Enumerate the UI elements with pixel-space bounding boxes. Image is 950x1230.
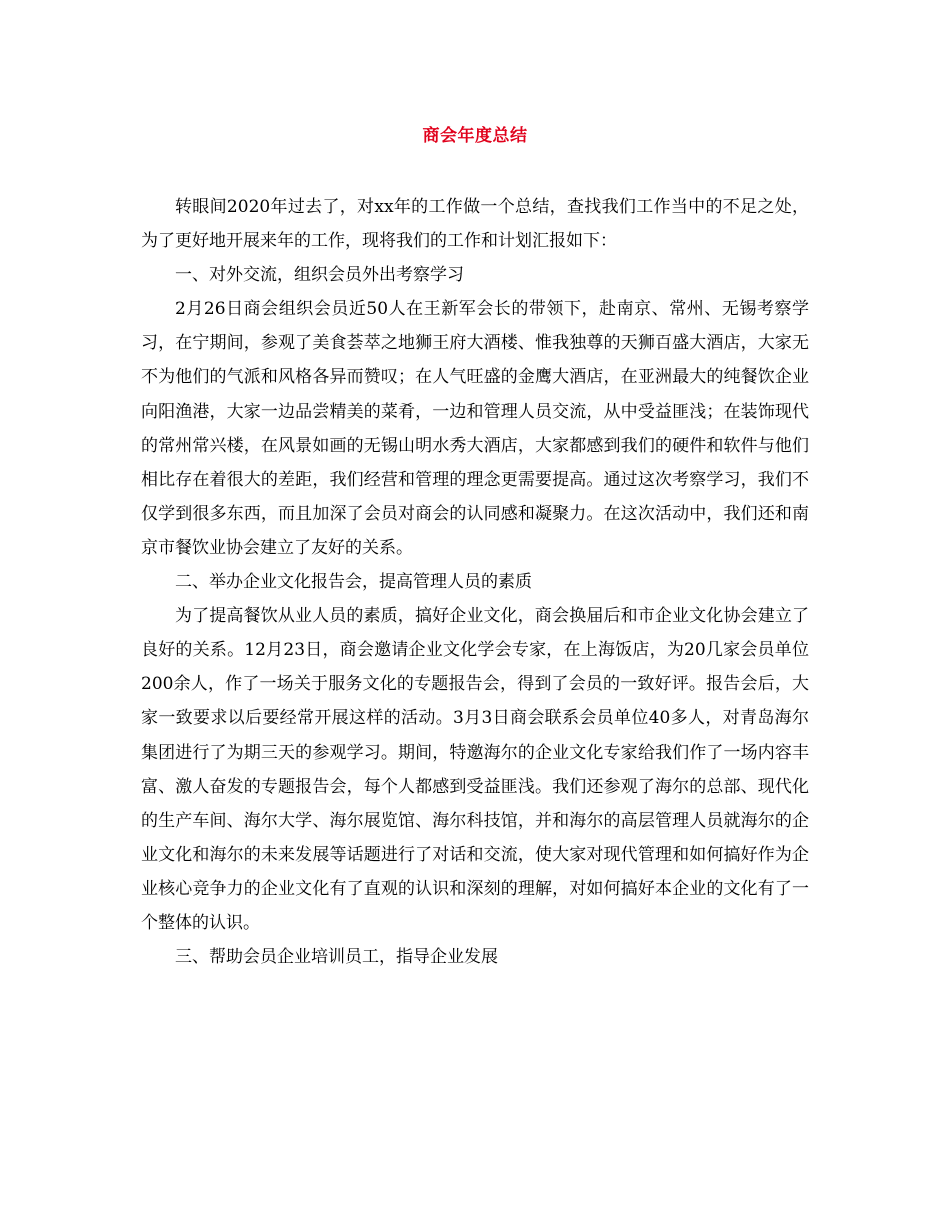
section-heading-3: 三、帮助会员企业培训员工，指导企业发展: [175, 947, 498, 968]
section-1-paragraph: 2月26日商会组织会员近50人在王新军会长的带领下，赴南京、常州、无锡考察学习，在宁期间，参观了美食荟萃之地狮王府大酒楼、惟我独尊的天狮百盛大酒店，大家无不为他们的气派和风格各异而赞叹；在人气旺盛的金鹰大酒店，在亚洲最大的纯餐饮企业向阳渔港，大家一边品尝精美的菜肴，一边和管理人员交流，从中受益匪浅；在装饰现代的常州常兴楼，在风景如画的无锡山明水秀大酒店，大家都感到我们的硬件和软件与他们相比存在着很大的差距，我们经营和管理的理念更需要提高。通过这次考察学习，我们不仅学到很多东西，而且加深了会员对商会的认同感和凝聚力。在这次活动中，我们还和南京市餐饮业协会建立了友好的关系。: [141, 299, 809, 558]
document-title: 商会年度总结: [422, 126, 528, 146]
intro-paragraph: 转眼间2020年过去了，对xx年的工作做一个总结，查找我们工作当中的不足之处，为了更好地开展来年的工作，现将我们的工作和计划汇报如下：: [141, 197, 809, 252]
section-heading-2: 二、举办企业文化报告会，提高管理人员的素质: [175, 572, 532, 593]
document-body: [141, 190, 809, 974]
section-2-paragraph: 为了提高餐饮从业人员的素质，搞好企业文化，商会换届后和市企业文化协会建立了良好的关系。12月23日，商会邀请企业文化学会专家，在上海饭店，为20几家会员单位200余人，作了一场关于服务文化的专题报告会，得到了会员的一致好评。报告会后，大家一致要求以后要经常开展这样的活动。3月3日商会联系会员单位40多人，对青岛海尔集团进行了为期三天的参观学习。期间，特邀海尔的企业文化专家给我们作了一场内容丰富、激人奋发的专题报告会，每个人都感到受益匪浅。我们还参观了海尔的总部、现代化的生产车间、海尔大学、海尔展览馆、海尔科技馆，并和海尔的高层管理人员就海尔的企业文化和海尔的未来发展等话题进行了对话和交流，使大家对现代管理和如何搞好作为企业核心竞争力的企业文化有了直观的认识和深刻的理解，对如何搞好本企业的文化有了一个整体的认识。: [141, 606, 809, 933]
section-heading-1: 一、对外交流，组织会员外出考察学习: [175, 265, 464, 286]
